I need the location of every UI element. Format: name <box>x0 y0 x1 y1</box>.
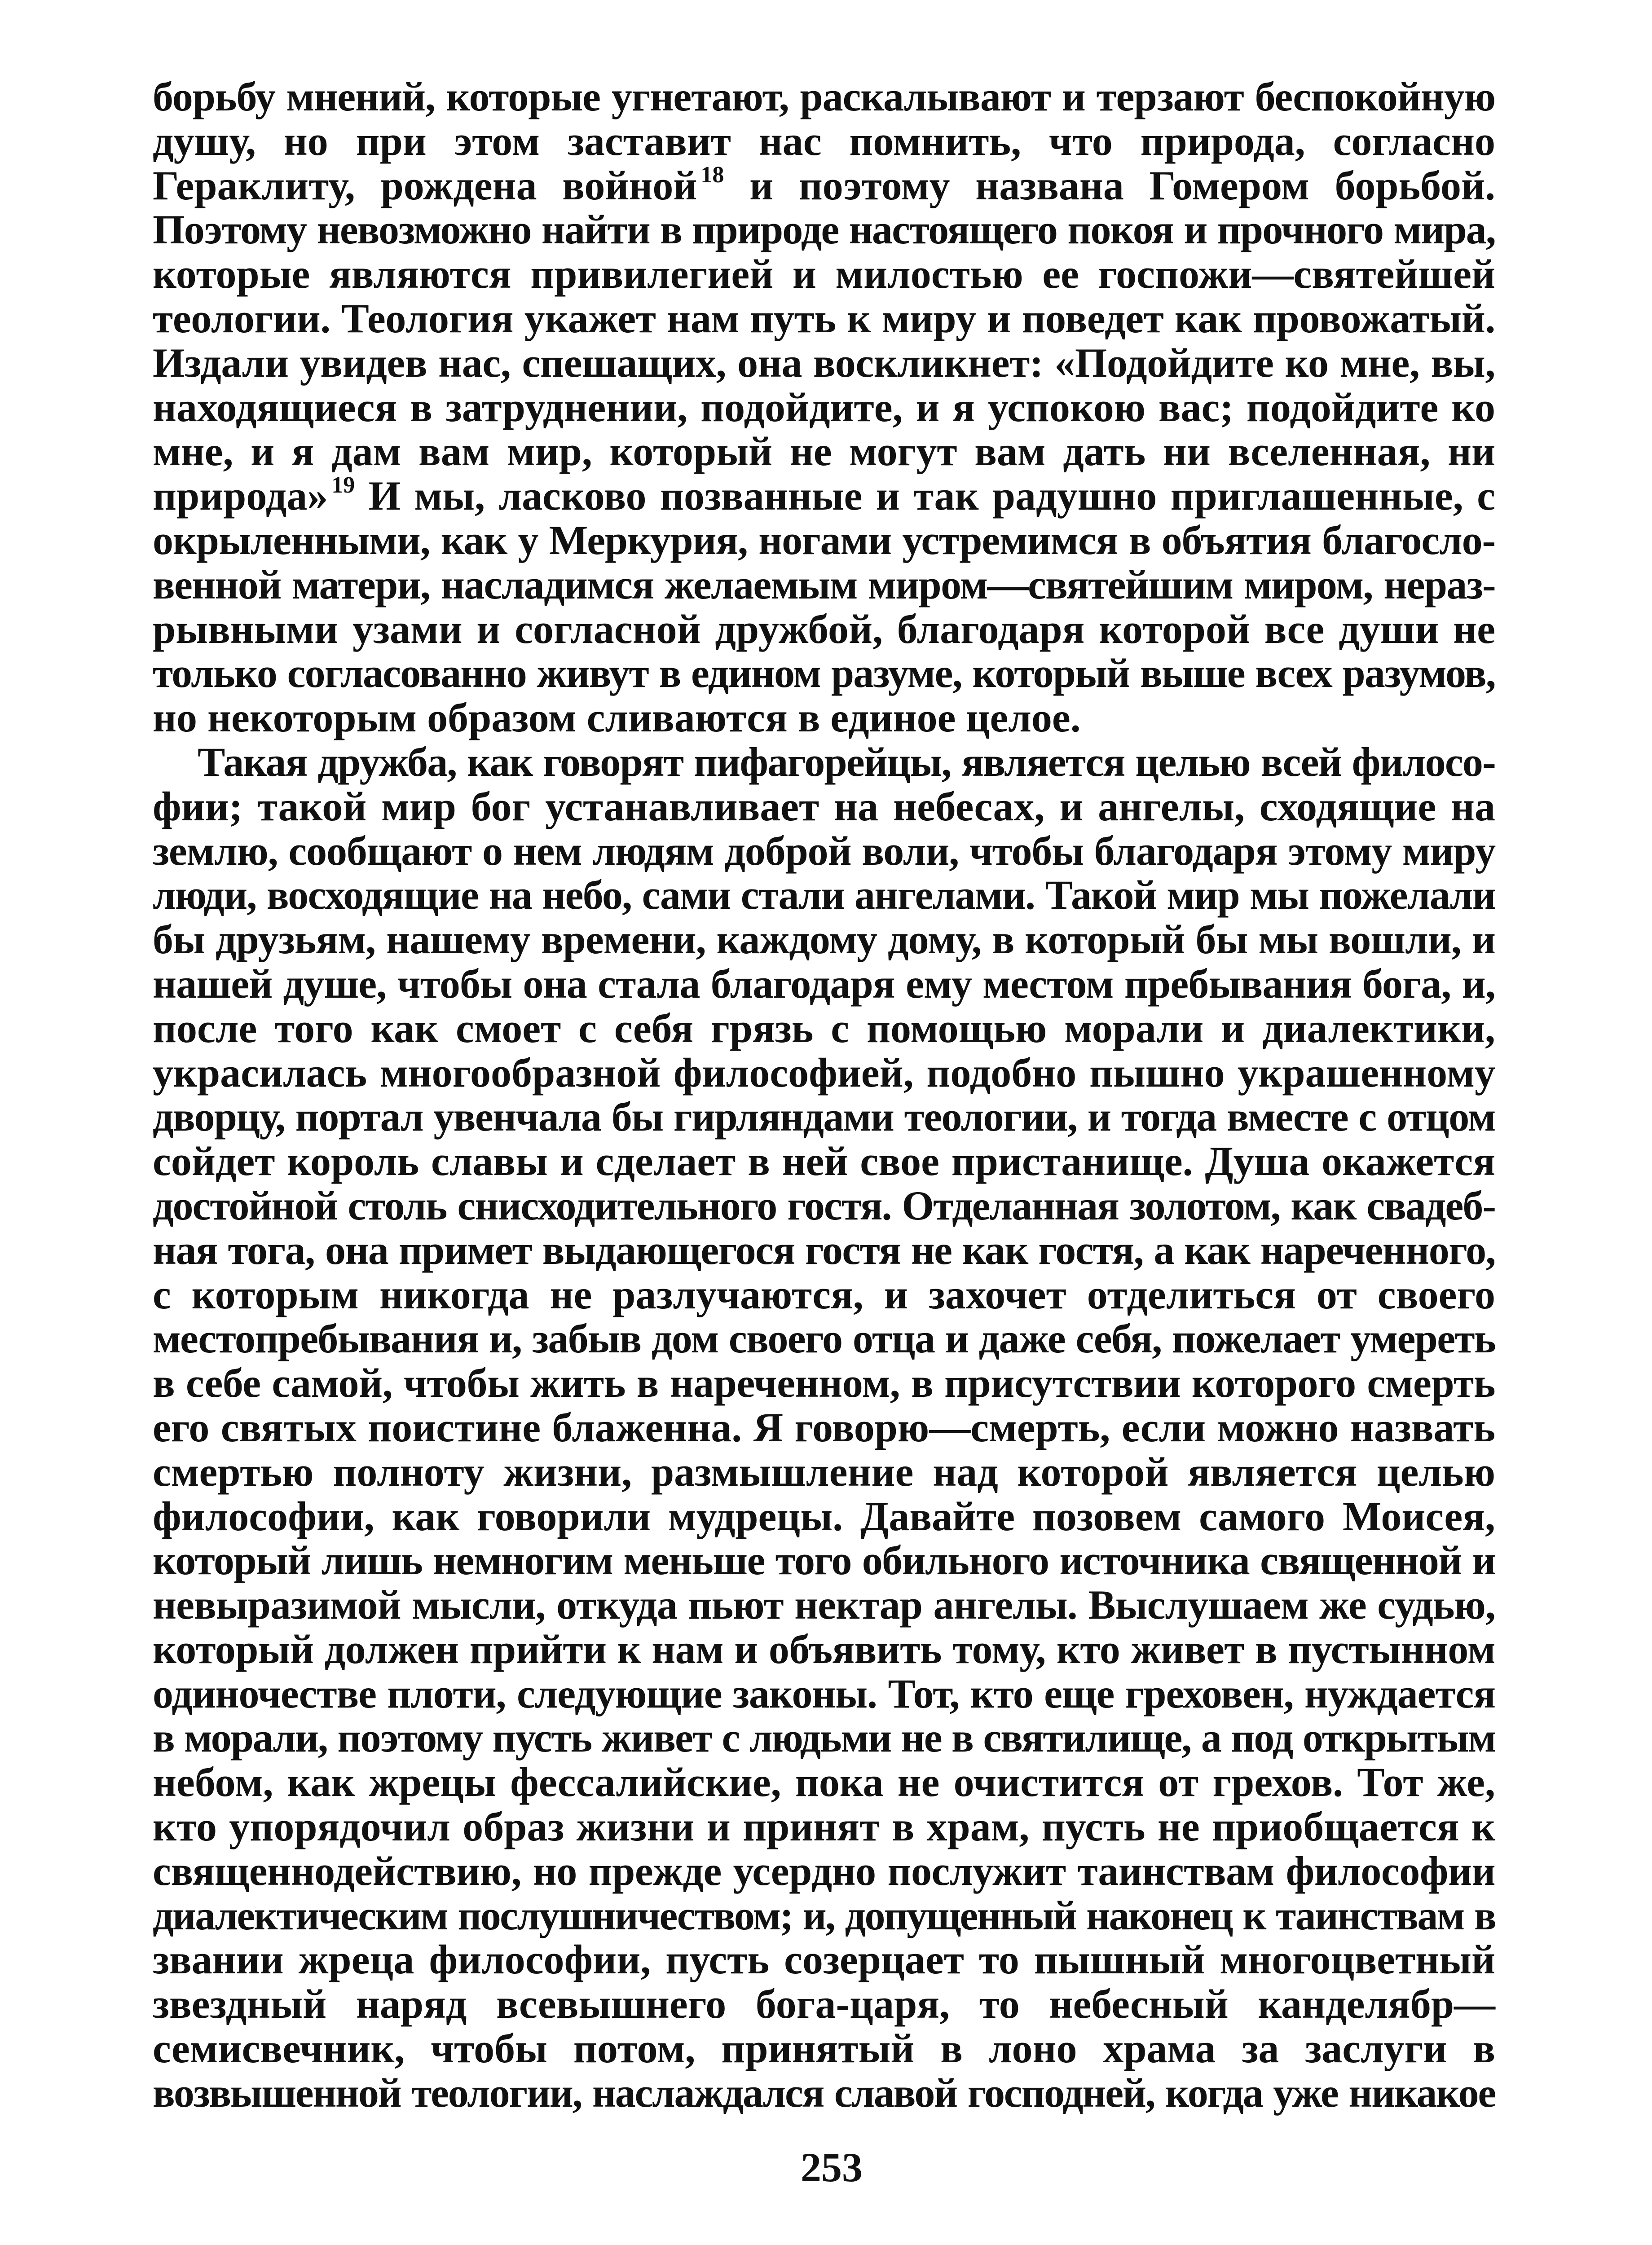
text-line-content: душу, но при этом заставит нас помнить, что природа, согласно <box>153 118 1495 164</box>
text-line <box>153 119 1495 163</box>
text-line <box>153 1982 1495 2026</box>
text-line <box>153 1583 1495 1627</box>
text-line <box>153 873 1495 917</box>
text-line-content: сойдет король славы и сделает в ней свое пристанище. Душа окажется <box>153 1138 1495 1184</box>
body-text <box>153 75 1495 2115</box>
text-line <box>153 1893 1495 1938</box>
text-line-content: звездный наряд всевышнего бога-царя, то небесный канделябр— <box>153 1981 1495 2027</box>
text-line-content: невыразимой мысли, откуда пьют нектар ангелы. Выслушаем же судью, <box>153 1582 1495 1628</box>
text-line <box>153 1139 1495 1184</box>
text-line <box>153 651 1495 696</box>
text-line <box>153 1051 1495 1095</box>
text-line-content: одиночестве плоти, следующие законы. Тот, кто еще греховен, нуждается <box>153 1670 1495 1717</box>
text-line <box>153 1405 1495 1450</box>
text-line <box>153 1716 1495 1760</box>
text-line-content: возвышенной теологии, наслаждался славой господней, когда уже никакое <box>153 2069 1495 2116</box>
text-line <box>153 740 1495 784</box>
footnote-marker: 19 <box>331 472 355 498</box>
text-line-content: Поэтому невозможно найти в природе настоящего покоя и прочного мира, <box>153 207 1495 253</box>
text-line <box>153 1006 1495 1051</box>
text-line <box>153 1095 1495 1139</box>
text-line <box>153 962 1495 1006</box>
text-line-content: после того как смоет с себя грязь с помощью морали и диалектики, <box>153 1005 1495 1051</box>
text-line-content: в себе самой, чтобы жить в нареченном, в присутствии которого смерть <box>153 1360 1495 1406</box>
text-line <box>153 1849 1495 1893</box>
text-line <box>153 1760 1495 1805</box>
text-line <box>153 1494 1495 1539</box>
text-line <box>153 1627 1495 1672</box>
text-line <box>153 1450 1495 1494</box>
text-line-content: достойной столь снисходительного гостя. Отделанная золотом, как свадеб- <box>153 1182 1495 1228</box>
text-line-content: семисвечник, чтобы потом, принятый в лоно храма за заслуги в <box>153 2025 1495 2072</box>
text-line-content: нашей душе, чтобы она стала благодаря ему местом пребывания бога, и, <box>153 960 1495 1007</box>
text-line <box>153 341 1495 385</box>
text-line <box>153 607 1495 651</box>
text-line <box>153 1184 1495 1228</box>
text-line <box>153 385 1495 430</box>
text-line <box>153 1672 1495 1716</box>
text-line <box>153 1316 1495 1361</box>
text-line <box>153 429 1495 474</box>
text-line-content: но некоторым образом сливаются в единое целое. <box>153 695 1081 741</box>
text-line-content: рывными узами и согласной дружбой, благодаря которой все души не <box>153 606 1495 652</box>
text-line <box>153 2026 1495 2071</box>
text-line-content: Такая дружба, как говорят пифагорейцы, является целью всей филосо- <box>198 739 1495 785</box>
text-line-content: которые являются привилегией и милостью ее госпожи—святейшей <box>153 251 1495 297</box>
text-line-content: люди, восходящие на небо, сами стали ангелами. Такой мир мы пожелали <box>153 872 1495 918</box>
text-line <box>153 75 1495 119</box>
text-line <box>153 296 1495 341</box>
text-line-content: который лишь немногим меньше того обильного источника священной и <box>153 1537 1495 1584</box>
text-line-content: природа» <box>153 473 328 519</box>
text-line <box>153 2071 1495 2115</box>
text-line-content: с которым никогда не разлучаются, и захочет отделиться от своего <box>153 1271 1495 1317</box>
text-line <box>153 1361 1495 1405</box>
text-line <box>153 518 1495 563</box>
text-line-content: священнодействию, но прежде усердно послужит таинствам философии <box>153 1848 1495 1894</box>
footnote-marker: 18 <box>700 162 724 188</box>
text-line-content: кто упорядочил образ жизни и принят в храм, пусть не приобщается к <box>153 1804 1495 1850</box>
text-line <box>153 1937 1495 1982</box>
text-line <box>153 163 1495 208</box>
text-line <box>153 563 1495 607</box>
text-line <box>153 1272 1495 1317</box>
text-line-content: бы друзьям, нашему времени, каждому дому, в который бы мы вошли, и <box>153 916 1495 963</box>
text-line <box>153 696 1495 740</box>
text-line-content: только согласованно живут в едином разуме, который выше всех разумов, <box>153 650 1495 696</box>
text-line-content: мне, и я дам вам мир, который не могут вам дать ни вселенная, ни <box>153 428 1495 475</box>
text-line <box>153 207 1495 252</box>
text-line-continuation: И мы, ласково позванные и так радушно приглашенные, с <box>355 473 1495 519</box>
text-line-content: Гераклиту, рождена войной <box>153 162 697 208</box>
text-line <box>153 784 1495 829</box>
text-line-content: венной матери, насладимся желаемым миром—святейшим миром, нераз- <box>153 561 1495 607</box>
text-line-content: теологии. Теология укажет нам путь к миру и поведет как провожатый. <box>153 295 1495 341</box>
text-line <box>153 917 1495 962</box>
page-number: 253 <box>801 2144 863 2190</box>
text-line-content: фии; такой мир бог устанавливает на небесах, и ангелы, сходящие на <box>153 783 1495 829</box>
text-line <box>153 1228 1495 1272</box>
text-line-content: в морали, поэтому пусть живет с людьми не в святилище, а под открытым <box>153 1715 1495 1761</box>
text-line-continuation: и поэтому названа Гомером борьбой. <box>724 162 1495 208</box>
text-line-content: который должен прийти к нам и объявить тому, кто живет в пустынном <box>153 1626 1495 1672</box>
text-line-content: землю, сообщают о нем людям доброй воли, чтобы благодаря этому миру <box>153 828 1495 874</box>
text-line-content: небом, как жрецы фессалийские, пока не очистится от грехов. Тот же, <box>153 1759 1495 1805</box>
text-line-content: дворцу, портал увенчала бы гирляндами теологии, и тогда вместе с отцом <box>153 1094 1495 1140</box>
text-line <box>153 829 1495 873</box>
text-line-content: находящиеся в затруднении, подойдите, и я успокою вас; подойдите ко <box>153 384 1495 430</box>
text-line <box>153 1538 1495 1583</box>
text-line <box>153 252 1495 296</box>
text-line-content: смертью полноту жизни, размышление над которой является целью <box>153 1448 1495 1495</box>
text-line-content: борьбу мнений, которые угнетают, раскалывают и терзают беспокойную <box>153 74 1495 119</box>
text-line-content: украсилась многообразной философией, подобно пышно украшенному <box>153 1049 1495 1096</box>
text-line-content: окрыленными, как у Меркурия, ногами устремимся в объятия благосло- <box>153 517 1495 563</box>
text-line-content: философии, как говорили мудрецы. Давайте позовем самого Моисея, <box>153 1493 1495 1539</box>
text-line-content: его святых поистине блаженна. Я говорю—смерть, если можно назвать <box>153 1404 1495 1450</box>
text-line <box>153 474 1495 518</box>
text-line-content: местопребывания и, забыв дом своего отца и даже себя, пожелает умереть <box>153 1316 1495 1362</box>
text-line-content: ная тога, она примет выдающегося гостя не как гостя, а как нареченного, <box>153 1227 1495 1273</box>
text-line-content: диалектическим послушничеством; и, допущенный наконец к таинствам в <box>153 1892 1495 1938</box>
text-line-content: Издали увидев нас, спешащих, она воскликнет: «Подойдите ко мне, вы, <box>153 339 1495 386</box>
text-line <box>153 1805 1495 1849</box>
text-line-content: звании жреца философии, пусть созерцает то пышный многоцветный <box>153 1937 1495 1983</box>
